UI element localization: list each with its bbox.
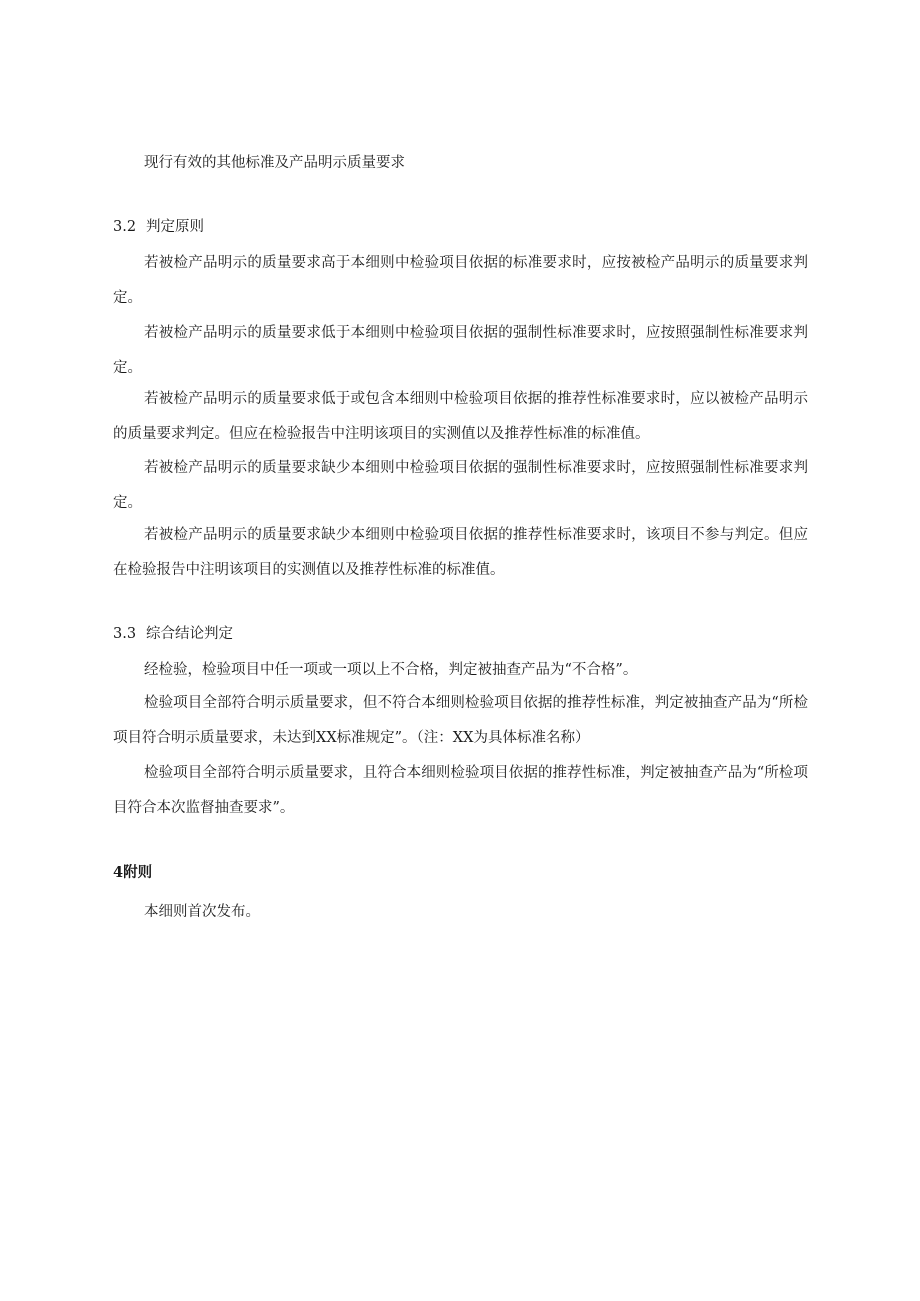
paragraph: 若被检产品明示的质量要求缺少本细则中检验项目依据的推荐性标准要求时，该项目不参与判定。但应在检验报告中注明该项目的实测值以及推荐性标准的标准值。 xyxy=(113,527,808,578)
section-number: 3.3 xyxy=(113,626,137,642)
intro-line: 现行有效的其他标准及产品明示质量要求 xyxy=(144,155,405,171)
section-title: 综合结论判定 xyxy=(146,626,233,642)
paragraph: 经检验，检验项目中任一项或一项以上不合格，判定被抽查产品为“不合格”。 xyxy=(144,662,638,678)
section-number: 3.2 xyxy=(113,219,137,235)
section-title: 判定原则 xyxy=(146,219,204,235)
paragraph: 本细则首次发布。 xyxy=(144,904,260,920)
paragraph: 若被检产品明示的质量要求缺少本细则中检验项目依据的强制性标准要求时，应按照强制性标准要求判定。 xyxy=(113,460,808,511)
paragraph: 若被检产品明示的质量要求高于本细则中检验项目依据的标准要求时，应按被检产品明示的质量要求判定。 xyxy=(113,255,808,306)
paragraph: 若被检产品明示的质量要求低于本细则中检验项目依据的强制性标准要求时，应按照强制性标准要求判定。 xyxy=(113,325,808,376)
paragraph: 检验项目全部符合明示质量要求，且符合本细则检验项目依据的推荐性标准，判定被抽查产品为“所检项目符合本次监督抽查要求”。 xyxy=(113,765,808,816)
paragraph: 检验项目全部符合明示质量要求，但不符合本细则检验项目依据的推荐性标准，判定被抽查产品为“所检项目符合明示质量要求，未达到XX标准规定”。（注：XX为具体标准名称） xyxy=(113,695,808,746)
section-3-3-heading xyxy=(113,617,233,652)
paragraph: 若被检产品明示的质量要求低于或包含本细则中检验项目依据的推荐性标准要求时，应以被检产品明示的质量要求判定。但应在检验报告中注明该项目的实测值以及推荐性标准的标准值。 xyxy=(113,391,808,442)
section-4-heading: 4附则 xyxy=(113,864,153,881)
section-3-2-heading xyxy=(113,210,204,245)
